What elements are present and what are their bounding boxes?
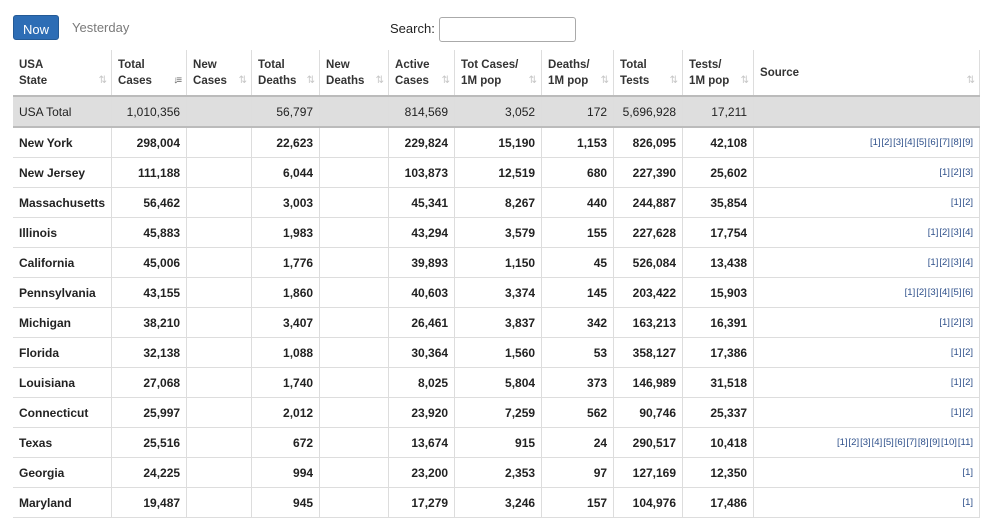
cell-sources	[754, 158, 980, 188]
source-link[interactable]: [2]	[848, 437, 860, 448]
cell-tests-per-1m: 16,391	[683, 308, 754, 338]
cell-total-tests: 244,887	[614, 188, 683, 218]
table-row	[13, 338, 980, 368]
cell-new-deaths	[320, 488, 389, 518]
source-link[interactable]: [1]	[950, 197, 962, 208]
cell-sources	[754, 368, 980, 398]
sort-icon[interactable]: ⇅	[966, 75, 974, 86]
cell-total-tests: 358,127	[614, 338, 683, 368]
table-row	[13, 368, 980, 398]
cell-new-deaths	[320, 458, 389, 488]
column-header-line1: New	[193, 58, 217, 71]
cell-total-cases: 298,004	[112, 127, 187, 158]
cell-active-cases: 23,200	[389, 458, 455, 488]
source-link[interactable]: [7]	[906, 437, 917, 448]
cell-state: Massachusetts	[13, 188, 112, 218]
table-row	[13, 188, 980, 218]
source-link[interactable]: [1]	[939, 167, 950, 178]
column-header-line1: New	[326, 58, 350, 71]
cell-active-cases: 229,824	[389, 127, 455, 158]
column-header-new-deaths[interactable]	[320, 50, 389, 96]
cell-total-deaths: 1,983	[252, 218, 320, 248]
cell-new-cases	[187, 398, 252, 428]
cell-cases-per-1m: 3,246	[455, 488, 542, 518]
cell-total-deaths: 994	[252, 458, 320, 488]
source-link[interactable]: [2]	[962, 347, 974, 358]
source-link[interactable]: [11]	[957, 437, 974, 448]
cell-total-deaths: 1,740	[252, 368, 320, 398]
column-header-line2: 1M pop	[461, 74, 502, 87]
cell-deaths-per-1m: 680	[542, 158, 614, 188]
column-header-line1: Active	[395, 58, 430, 71]
cell-new-cases	[187, 368, 252, 398]
cell-sources	[754, 488, 980, 518]
column-header-new-cases[interactable]	[187, 50, 252, 96]
cell-active-cases: 814,569	[389, 96, 455, 127]
cell-new-cases	[187, 428, 252, 458]
cell-total-deaths: 3,407	[252, 308, 320, 338]
cell-new-cases	[187, 248, 252, 278]
cell-active-cases: 103,873	[389, 158, 455, 188]
cell-sources	[754, 458, 980, 488]
cell-new-cases	[187, 308, 252, 338]
cell-cases-per-1m: 1,560	[455, 338, 542, 368]
cell-active-cases: 17,279	[389, 488, 455, 518]
source-link[interactable]: [9]	[962, 137, 974, 148]
cell-deaths-per-1m: 45	[542, 248, 614, 278]
cell-cases-per-1m: 5,804	[455, 368, 542, 398]
sort-icon[interactable]: ⇅	[600, 75, 608, 86]
cell-state: Pennsylvania	[13, 278, 112, 308]
column-header-deaths-per-1m[interactable]	[542, 50, 614, 96]
column-header-line1: Deaths/	[548, 58, 590, 71]
cell-total-cases: 24,225	[112, 458, 187, 488]
cell-total-cases: 43,155	[112, 278, 187, 308]
cell-total-cases: 56,462	[112, 188, 187, 218]
column-header-line2: Cases	[118, 74, 152, 87]
cell-total-cases: 45,883	[112, 218, 187, 248]
table-row	[13, 158, 980, 188]
cell-total-tests: 290,517	[614, 428, 683, 458]
sort-icon[interactable]: ↓≡	[173, 75, 181, 86]
table-row	[13, 428, 980, 458]
cell-total-deaths: 945	[252, 488, 320, 518]
source-link[interactable]: [6]	[894, 437, 906, 448]
cell-active-cases: 13,674	[389, 428, 455, 458]
cell-new-deaths	[320, 368, 389, 398]
table-row	[13, 308, 980, 338]
cell-new-deaths	[320, 398, 389, 428]
source-link[interactable]: [7]	[939, 137, 950, 148]
source-link[interactable]: [2]	[881, 137, 893, 148]
column-header-active-cases[interactable]	[389, 50, 455, 96]
cell-new-deaths	[320, 308, 389, 338]
cell-tests-per-1m: 25,602	[683, 158, 754, 188]
cell-deaths-per-1m: 97	[542, 458, 614, 488]
source-link[interactable]: [2]	[939, 227, 950, 238]
source-link[interactable]: [3]	[950, 257, 962, 268]
column-header-tests-per-1m[interactable]	[683, 50, 754, 96]
cell-sources	[754, 127, 980, 158]
cell-new-deaths	[320, 188, 389, 218]
source-link[interactable]: [9]	[929, 437, 941, 448]
cell-new-cases	[187, 488, 252, 518]
cell-active-cases: 40,603	[389, 278, 455, 308]
column-header-line1: Total	[118, 58, 145, 71]
table-row	[13, 248, 980, 278]
column-header-line1: Tot Cases/	[461, 58, 519, 71]
source-link[interactable]: [1]	[962, 467, 974, 478]
cell-sources	[754, 278, 980, 308]
cell-new-deaths	[320, 218, 389, 248]
column-header-cases-per-1m[interactable]	[455, 50, 542, 96]
source-link[interactable]: [1]	[836, 437, 848, 448]
source-link[interactable]: [3]	[950, 227, 962, 238]
source-link[interactable]: [4]	[904, 137, 916, 148]
cell-cases-per-1m: 12,519	[455, 158, 542, 188]
cell-total-tests: 526,084	[614, 248, 683, 278]
table-row	[13, 398, 980, 428]
column-header-line2: Cases	[193, 74, 227, 87]
source-link[interactable]: [1]	[927, 257, 939, 268]
cell-total-cases: 38,210	[112, 308, 187, 338]
cell-state: Georgia	[13, 458, 112, 488]
sort-icon[interactable]: ⇅	[306, 75, 314, 86]
cell-state: Michigan	[13, 308, 112, 338]
cell-total-deaths: 6,044	[252, 158, 320, 188]
cell-cases-per-1m: 3,579	[455, 218, 542, 248]
column-header-line2: Deaths	[258, 74, 297, 87]
cell-deaths-per-1m: 145	[542, 278, 614, 308]
cell-total-deaths: 3,003	[252, 188, 320, 218]
cell-total-cases: 45,006	[112, 248, 187, 278]
cell-total-tests: 163,213	[614, 308, 683, 338]
cell-cases-per-1m: 8,267	[455, 188, 542, 218]
sort-icon[interactable]: ⇅	[669, 75, 677, 86]
cell-total-cases: 111,188	[112, 158, 187, 188]
total-row	[13, 96, 980, 127]
column-header-source[interactable]	[754, 50, 980, 96]
cell-cases-per-1m: 15,190	[455, 127, 542, 158]
cell-state: Connecticut	[13, 398, 112, 428]
cell-active-cases: 43,294	[389, 218, 455, 248]
source-link[interactable]: [3]	[962, 317, 974, 328]
cell-tests-per-1m: 42,108	[683, 127, 754, 158]
sort-icon[interactable]: ⇅	[441, 75, 449, 86]
source-link[interactable]: [1]	[962, 497, 974, 508]
source-link[interactable]: [3]	[860, 437, 871, 448]
cell-active-cases: 23,920	[389, 398, 455, 428]
source-link[interactable]: [4]	[962, 227, 974, 238]
source-link[interactable]: [5]	[950, 287, 962, 298]
cell-sources	[754, 338, 980, 368]
cell-new-deaths	[320, 248, 389, 278]
source-link[interactable]: [1]	[950, 407, 962, 418]
cell-new-deaths	[320, 428, 389, 458]
cell-tests-per-1m: 17,486	[683, 488, 754, 518]
cell-total-tests: 227,390	[614, 158, 683, 188]
cell-total-tests: 5,696,928	[614, 96, 683, 127]
cell-active-cases: 8,025	[389, 368, 455, 398]
source-link[interactable]: [1]	[950, 377, 962, 388]
source-link[interactable]: [3]	[893, 137, 904, 148]
column-header-line2: Tests	[620, 74, 650, 87]
cell-active-cases: 26,461	[389, 308, 455, 338]
source-link[interactable]: [2]	[962, 197, 974, 208]
covid-table	[13, 50, 980, 518]
cell-total-tests: 104,976	[614, 488, 683, 518]
cell-total-cases: 27,068	[112, 368, 187, 398]
cell-deaths-per-1m: 342	[542, 308, 614, 338]
column-header-total-tests[interactable]	[614, 50, 683, 96]
cell-total-tests: 127,169	[614, 458, 683, 488]
cell-new-deaths	[320, 96, 389, 127]
source-link[interactable]: [1]	[904, 287, 916, 298]
cell-active-cases: 30,364	[389, 338, 455, 368]
cell-state: Florida	[13, 338, 112, 368]
cell-total-cases: 1,010,356	[112, 96, 187, 127]
cell-sources	[754, 308, 980, 338]
source-link[interactable]: [3]	[927, 287, 939, 298]
cell-total-deaths: 56,797	[252, 96, 320, 127]
cell-tests-per-1m: 13,438	[683, 248, 754, 278]
cell-cases-per-1m: 1,150	[455, 248, 542, 278]
cell-state: California	[13, 248, 112, 278]
tab-yesterday[interactable]: Yesterday	[72, 20, 130, 35]
cell-tests-per-1m: 25,337	[683, 398, 754, 428]
cell-tests-per-1m: 31,518	[683, 368, 754, 398]
cell-deaths-per-1m: 373	[542, 368, 614, 398]
cell-cases-per-1m: 3,374	[455, 278, 542, 308]
cell-tests-per-1m: 17,386	[683, 338, 754, 368]
sort-icon[interactable]: ⇅	[740, 75, 748, 86]
cell-tests-per-1m: 35,854	[683, 188, 754, 218]
sort-icon[interactable]: ⇅	[528, 75, 536, 86]
cell-state: Louisiana	[13, 368, 112, 398]
sort-icon[interactable]: ⇅	[375, 75, 383, 86]
cell-active-cases: 45,341	[389, 188, 455, 218]
column-header-line2: State	[19, 74, 48, 87]
source-link[interactable]: [5]	[916, 137, 927, 148]
cell-total-tests: 203,422	[614, 278, 683, 308]
column-header-line1: Tests/	[689, 58, 722, 71]
cell-tests-per-1m: 17,754	[683, 218, 754, 248]
source-link[interactable]: [1]	[869, 137, 881, 148]
cell-state: New York	[13, 127, 112, 158]
cell-deaths-per-1m: 440	[542, 188, 614, 218]
source-link[interactable]: [2]	[962, 407, 974, 418]
column-header-state[interactable]	[13, 50, 112, 96]
cell-cases-per-1m: 3,837	[455, 308, 542, 338]
source-link[interactable]: [8]	[917, 437, 929, 448]
source-link[interactable]: [1]	[927, 227, 939, 238]
cell-new-deaths	[320, 278, 389, 308]
column-header-line2: Cases	[395, 74, 429, 87]
table-row	[13, 127, 980, 158]
cell-new-deaths	[320, 158, 389, 188]
cell-sources	[754, 188, 980, 218]
cell-sources	[754, 96, 980, 127]
source-link[interactable]: [3]	[962, 167, 974, 178]
cell-deaths-per-1m: 562	[542, 398, 614, 428]
cell-total-tests: 90,746	[614, 398, 683, 428]
column-header-line1: Total	[620, 58, 647, 71]
column-header-line2: Deaths	[326, 74, 365, 87]
column-header-line2: 1M pop	[548, 74, 589, 87]
cell-state: Illinois	[13, 218, 112, 248]
cell-new-cases	[187, 127, 252, 158]
column-header-line1: Total	[258, 58, 285, 71]
cell-new-cases	[187, 218, 252, 248]
table-row	[13, 488, 980, 518]
cell-new-deaths	[320, 127, 389, 158]
cell-cases-per-1m: 915	[455, 428, 542, 458]
source-link[interactable]: [4]	[962, 257, 974, 268]
cell-total-tests: 826,095	[614, 127, 683, 158]
cell-deaths-per-1m: 24	[542, 428, 614, 458]
cell-total-deaths: 1,088	[252, 338, 320, 368]
cell-total-deaths: 1,860	[252, 278, 320, 308]
source-link[interactable]: [1]	[939, 317, 950, 328]
cell-sources	[754, 248, 980, 278]
table-row	[13, 278, 980, 308]
source-link[interactable]: [6]	[962, 287, 974, 298]
source-link[interactable]: [6]	[927, 137, 939, 148]
cell-deaths-per-1m: 157	[542, 488, 614, 518]
cell-deaths-per-1m: 155	[542, 218, 614, 248]
column-header-total-cases[interactable]	[112, 50, 187, 96]
column-header-line1: Source	[760, 66, 800, 79]
sort-icon[interactable]: ⇅	[238, 75, 246, 86]
cell-sources	[754, 398, 980, 428]
cell-new-cases	[187, 338, 252, 368]
source-link[interactable]: [2]	[950, 317, 962, 328]
column-header-total-deaths[interactable]	[252, 50, 320, 96]
table-body	[13, 96, 980, 518]
cell-sources	[754, 218, 980, 248]
cell-new-deaths	[320, 338, 389, 368]
source-link[interactable]: [5]	[883, 437, 894, 448]
cell-deaths-per-1m: 53	[542, 338, 614, 368]
source-link[interactable]: [2]	[939, 257, 950, 268]
cell-total-deaths: 2,012	[252, 398, 320, 428]
cell-tests-per-1m: 15,903	[683, 278, 754, 308]
cell-tests-per-1m: 10,418	[683, 428, 754, 458]
source-link[interactable]: [1]	[950, 347, 962, 358]
cell-total-deaths: 22,623	[252, 127, 320, 158]
source-link[interactable]: [2]	[950, 167, 962, 178]
source-link[interactable]: [4]	[939, 287, 950, 298]
cell-new-cases	[187, 458, 252, 488]
search-input[interactable]	[439, 17, 576, 42]
column-header-line1: USA	[19, 58, 44, 71]
column-header-line2: 1M pop	[689, 74, 730, 87]
source-link[interactable]: [8]	[950, 137, 962, 148]
source-link[interactable]: [2]	[962, 377, 974, 388]
cell-new-cases	[187, 188, 252, 218]
cell-cases-per-1m: 3,052	[455, 96, 542, 127]
cell-cases-per-1m: 7,259	[455, 398, 542, 428]
cell-state: USA Total	[13, 96, 112, 127]
source-link[interactable]: [10]	[941, 437, 957, 448]
cell-deaths-per-1m: 1,153	[542, 127, 614, 158]
cell-new-cases	[187, 278, 252, 308]
cell-total-cases: 32,138	[112, 338, 187, 368]
cell-total-tests: 146,989	[614, 368, 683, 398]
source-link[interactable]: [4]	[871, 437, 883, 448]
cell-active-cases: 39,893	[389, 248, 455, 278]
cell-deaths-per-1m: 172	[542, 96, 614, 127]
header-row	[13, 50, 980, 96]
cell-new-cases	[187, 158, 252, 188]
cell-tests-per-1m: 12,350	[683, 458, 754, 488]
cell-tests-per-1m: 17,211	[683, 96, 754, 127]
cell-state: Texas	[13, 428, 112, 458]
source-link[interactable]: [2]	[916, 287, 927, 298]
cell-state: New Jersey	[13, 158, 112, 188]
cell-cases-per-1m: 2,353	[455, 458, 542, 488]
tab-now[interactable]: Now	[13, 15, 59, 40]
cell-total-tests: 227,628	[614, 218, 683, 248]
cell-total-cases: 19,487	[112, 488, 187, 518]
sort-icon[interactable]: ⇅	[98, 75, 106, 86]
cell-state: Maryland	[13, 488, 112, 518]
cell-total-cases: 25,997	[112, 398, 187, 428]
cell-sources	[754, 428, 980, 458]
search-label: Search:	[390, 21, 435, 36]
table-row	[13, 218, 980, 248]
cell-total-deaths: 672	[252, 428, 320, 458]
cell-total-cases: 25,516	[112, 428, 187, 458]
table-row	[13, 458, 980, 488]
cell-new-cases	[187, 96, 252, 127]
cell-total-deaths: 1,776	[252, 248, 320, 278]
